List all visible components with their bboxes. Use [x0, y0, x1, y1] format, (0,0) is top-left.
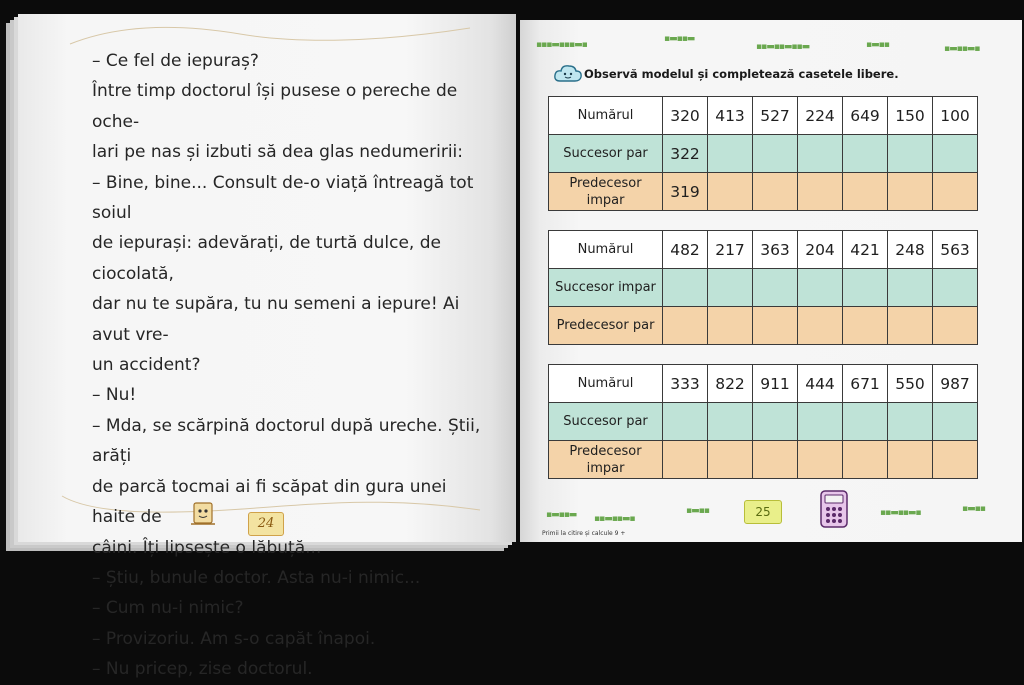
- answer-cell[interactable]: [888, 135, 933, 173]
- answer-cell[interactable]: [888, 403, 933, 441]
- answer-cell[interactable]: [843, 307, 888, 345]
- story-line: lari pe nas și izbuti să dea glas nedumeririi:: [92, 142, 463, 163]
- bottom-decoration: ▪▬▪▪▬: [546, 510, 577, 520]
- calculator-icon: [820, 490, 848, 528]
- number-cell: 482: [663, 231, 708, 269]
- page-number-left: 24: [248, 512, 284, 536]
- story-line: de parcă tocmai ai fi scăpat din gura unei haite de: [92, 476, 447, 528]
- top-decoration: ▪▬▪▪▬▪: [944, 44, 980, 54]
- bottom-decoration: ▪▪▬▪▪▬▪: [880, 508, 921, 518]
- numbers-row: [549, 97, 978, 135]
- answer-cell[interactable]: [843, 403, 888, 441]
- scroll-character-icon: [188, 498, 218, 528]
- story-line: – Ce fel de iepuraș?: [92, 51, 259, 71]
- bottom-decoration: ▪▬▪▪: [962, 504, 985, 514]
- answer-cell[interactable]: [753, 441, 798, 479]
- numbers-row: [549, 231, 978, 269]
- number-cell: 563: [933, 231, 978, 269]
- answer-cell[interactable]: [753, 269, 798, 307]
- story-line: – Provizoriu. Am s-o capăt înapoi.: [92, 628, 376, 649]
- exercise-instruction: Observă modelul și completează casetele libere.: [584, 67, 899, 81]
- row-label: Succesor par: [549, 403, 663, 441]
- answer-cell[interactable]: [798, 135, 843, 173]
- answer-cell[interactable]: [888, 269, 933, 307]
- answer-cell[interactable]: [933, 307, 978, 345]
- successor-row: [549, 269, 978, 307]
- answer-cell[interactable]: [798, 441, 843, 479]
- story-line: – Bine, bine... Consult de-o viață întreagă tot soiul: [92, 172, 474, 224]
- row-label: Succesor impar: [549, 269, 663, 307]
- answer-cell[interactable]: [843, 173, 888, 211]
- answer-cell[interactable]: [933, 173, 978, 211]
- story-line: – Cum nu-i nimic?: [92, 598, 244, 619]
- row-label: Predecesor par: [549, 307, 663, 345]
- row-label: Numărul: [549, 97, 663, 135]
- successor-row: [549, 403, 978, 441]
- number-cell: 150: [888, 97, 933, 135]
- number-cell: 822: [708, 365, 753, 403]
- answer-cell[interactable]: [888, 441, 933, 479]
- numbers-row: [549, 365, 978, 403]
- answer-cell[interactable]: [933, 403, 978, 441]
- successor-row: [549, 135, 978, 173]
- row-label: Predecesor impar: [549, 441, 663, 479]
- answer-cell[interactable]: [933, 441, 978, 479]
- exercise-table-3: [548, 364, 978, 479]
- story-line: – Nu pricep, zise doctorul.: [92, 659, 313, 680]
- answer-cell[interactable]: 322: [663, 135, 708, 173]
- answer-cell[interactable]: [798, 269, 843, 307]
- row-label: Numărul: [549, 231, 663, 269]
- answer-cell[interactable]: [933, 135, 978, 173]
- story-line: Între timp doctorul își pusese o pereche de oche-: [92, 81, 458, 132]
- number-cell: 649: [843, 97, 888, 135]
- answer-cell[interactable]: [753, 403, 798, 441]
- answer-cell[interactable]: [798, 403, 843, 441]
- story-line: dar nu te supăra, tu nu semeni a iepure! Ai avut vre-: [92, 294, 460, 345]
- number-cell: 320: [663, 97, 708, 135]
- number-cell: 363: [753, 231, 798, 269]
- number-cell: 527: [753, 97, 798, 135]
- bottom-decoration: ▪▬▪▪: [686, 506, 709, 516]
- answer-cell[interactable]: [708, 173, 753, 211]
- predecessor-row: [549, 307, 978, 345]
- row-label: Numărul: [549, 365, 663, 403]
- answer-cell[interactable]: [888, 173, 933, 211]
- story-text: [92, 46, 492, 685]
- story-line: de iepurași: adevărați, de turtă dulce, de ciocolată,: [92, 233, 441, 284]
- number-cell: 671: [843, 365, 888, 403]
- answer-cell[interactable]: [843, 269, 888, 307]
- answer-cell[interactable]: [798, 307, 843, 345]
- answer-cell[interactable]: [933, 269, 978, 307]
- story-line: un accident?: [92, 355, 201, 376]
- predecessor-row: [549, 441, 978, 479]
- number-cell: 100: [933, 97, 978, 135]
- answer-cell[interactable]: [708, 441, 753, 479]
- number-cell: 550: [888, 365, 933, 403]
- answer-cell[interactable]: 319: [663, 173, 708, 211]
- answer-cell[interactable]: [753, 135, 798, 173]
- story-line: – Știu, bunule doctor. Asta nu-i nimic...: [92, 567, 421, 588]
- page-number-right: 25: [744, 500, 782, 524]
- number-cell: 911: [753, 365, 798, 403]
- number-cell: 421: [843, 231, 888, 269]
- answer-cell[interactable]: [663, 269, 708, 307]
- number-cell: 217: [708, 231, 753, 269]
- answer-cell[interactable]: [843, 135, 888, 173]
- number-cell: 413: [708, 97, 753, 135]
- story-line: – Nu!: [92, 385, 137, 406]
- answer-cell[interactable]: [708, 403, 753, 441]
- top-decoration: ▪▪▪▬▪▪▪▬▪: [536, 40, 587, 50]
- answer-cell[interactable]: [708, 135, 753, 173]
- answer-cell[interactable]: [708, 269, 753, 307]
- story-line: – Mda, se scărpină doctorul după ureche. Știi, arăți: [92, 415, 481, 467]
- answer-cell[interactable]: [708, 307, 753, 345]
- answer-cell[interactable]: [753, 307, 798, 345]
- number-cell: 204: [798, 231, 843, 269]
- number-cell: 248: [888, 231, 933, 269]
- number-cell: 444: [798, 365, 843, 403]
- answer-cell[interactable]: [843, 441, 888, 479]
- number-cell: 333: [663, 365, 708, 403]
- top-decoration: ▪▬▪▪▬: [664, 34, 695, 44]
- story-line: câini. Îți lipsește o lăbuță...: [92, 537, 322, 558]
- answer-cell[interactable]: [753, 173, 798, 211]
- bottom-decoration: ▪▪▬▪▪▬▪: [594, 514, 635, 524]
- top-decoration: ▪▬▪▪: [866, 40, 889, 50]
- answer-cell[interactable]: [798, 173, 843, 211]
- exercise-table-2: [548, 230, 978, 345]
- exercise-table-1: [548, 96, 978, 211]
- number-cell: 224: [798, 97, 843, 135]
- row-label: Succesor par: [549, 135, 663, 173]
- cloud-icon: [552, 61, 584, 85]
- row-label: Predecesor impar: [549, 173, 663, 211]
- answer-cell[interactable]: [663, 307, 708, 345]
- top-decoration: ▪▪▬▪▪▬▪▪▬: [756, 42, 810, 52]
- answer-cell[interactable]: [663, 441, 708, 479]
- predecessor-row: [549, 173, 978, 211]
- book-footer: Primii la citire și calcule 9 +: [542, 530, 626, 537]
- number-cell: 987: [933, 365, 978, 403]
- answer-cell[interactable]: [888, 307, 933, 345]
- answer-cell[interactable]: [663, 403, 708, 441]
